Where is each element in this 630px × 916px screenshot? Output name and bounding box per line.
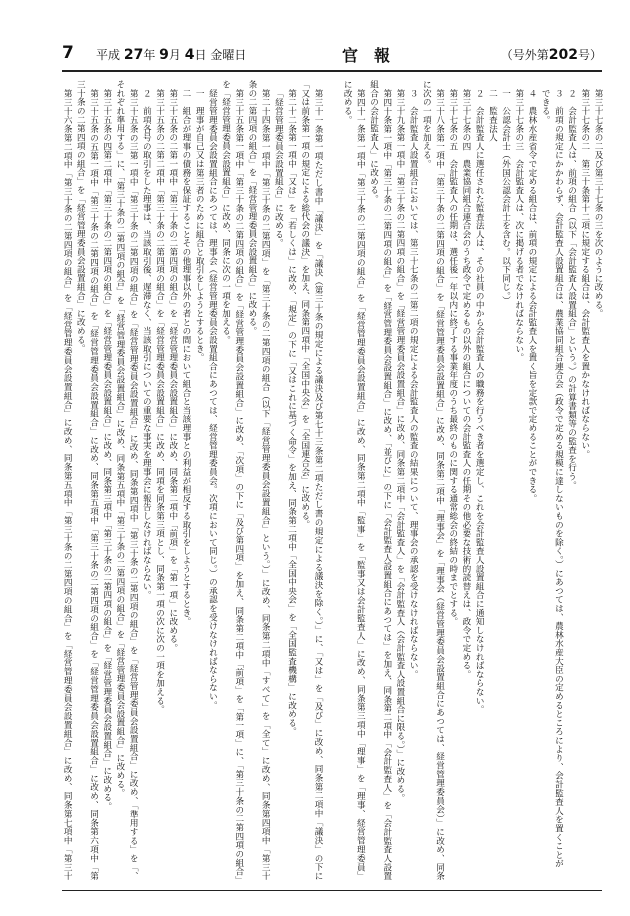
right-text-column [60, 80, 324, 880]
left-column-paragraph: ２ 会計監査人は、前項の組合（以下「会計監査人設置組合」という。）の計算書類等の監査を行う。 [566, 88, 577, 490]
left-column-paragraph: 第三十八条第一項中「第三十条の二第四項の組合」を「経営管理委員会設置組合」に改め、同条第二項中「理事会」を「理事会（経営管理委員会設置組合にあつては、経営管理委員会）」に改め、同条に次の一項を加える。 [421, 80, 445, 880]
date-year-unit: 年 [143, 48, 156, 62]
left-column-paragraph: 第四十一条第一項中「第三十条の二第四項の組合」を「経営管理委員会設置組合」に改め、同条第二項中「監事」を「監事又は会計監査人」に改め、同条第三項中「理事」を「理事、経営管理委員」に改める。 [342, 80, 366, 880]
left-column-paragraph: 第三十七条の二及び第三十七条の三を次のように改める。 [593, 88, 603, 318]
issue-prefix: （号外第 [500, 48, 549, 62]
left-column-paragraph: 一 公認会計士（外国公認会計士を含む。以下同じ。） [500, 88, 511, 305]
right-column-paragraph: 一 理事が自己又は第三者のために組合と取引をしようとするとき。 [194, 88, 205, 362]
right-column-paragraph: 第二十二条第一項中「又は」を「若しくは」に改め、「規定」の下に「又はこれに基づく命令」を加え、同条第二項中「全国中央会」を「全国監査機構」に改める。 [286, 88, 297, 736]
footer-rule [62, 890, 602, 891]
left-column-paragraph: ３ 前項の規定にかかわらず、会計監査人設置組合は、農業協同組合連合会（政令で定める規模に達しないものを除く。）にあつては、農林水産大臣の定めるところにより、会計監査人を置くことが [553, 88, 564, 868]
issue-suffix: 号） [577, 48, 602, 62]
right-column-paragraph: 第三十五条の四第二項中「第三十条の二第四項の組合」を「経営管理委員会設置組合」に改め、同条第三項中「第三十条の二第四項の組合」を「経営管理委員会設置組合」に改める。 [101, 88, 112, 811]
issue-number-value: 202 [548, 47, 578, 63]
right-column-paragraph: 経営管理委員会設置組合にあつては、理事会（経営管理委員会設置組合にあつては、経営管理委員会。次項において同じ。）の承認を受けなければならない。 [207, 88, 218, 710]
right-column-paragraph: ２ 前項各号の取引をした理事は、当該取引後、遅滞なく、当該取引についての重要な事実を理事会に報告しなければならない。 [141, 88, 152, 599]
right-column-paragraph: 二 組合が理事の債務を保証することその他理事以外の者との間において組合と当該理事との利益が相反する取引をしようとするとき。 [180, 88, 191, 626]
right-column-paragraph: 第三十五条の三第一項中「第三十条の二第四項の組合」を「経営管理委員会設置組合」に改め、同条第四項中「第三十条の二第四項の組合」を「経営管理委員会設置組合」に改め、「準用する」を「、それぞれ準用する」に、「第三十条の二第四項の組合」を「経営管理委員会設置組合」に改め、同条第五項中「第三十条の二第四項の組合」を「経営管理委員会設置組合」に改める。 [114, 80, 139, 880]
date-month-unit: 月 [168, 48, 181, 62]
left-column-paragraph: 第三十七条の四 農業協同組合連合会のうち政令で定めるもの以外の組合についての会計監査人の任期その他必要な技術的読替えは、政令で定める。 [460, 88, 471, 679]
date-day-unit: 日 [194, 48, 207, 62]
left-text-column [342, 80, 604, 880]
left-column-paragraph: ３ 会計監査人設置組合においては、第三十七条の二第二項の規定による会計監査人の監査の結果について、理事会の承認を受けなければならない。 [408, 88, 419, 679]
page-number: 7 [62, 43, 74, 63]
date-weekday: 金曜日 [210, 48, 247, 62]
left-column-paragraph: できる。 [540, 88, 551, 124]
header-rule [62, 70, 602, 72]
left-column-paragraph: 二 監査法人 [487, 88, 498, 142]
right-column-paragraph: 第三十五条の五第一項中「第三十条の二第四項の組合」を「経営管理委員会設置組合」に改め、同条第五項中「第三十条の二第四項の組合」を「経営管理委員会設置組合」に改め、同条第六項中「第三十条の二第四項の組合」を「経営管理委員会設置組合」に改める。 [75, 80, 99, 880]
date-year: 27 [123, 47, 144, 63]
right-column-paragraph: 第三十一条第一項ただし書中「議決」を「議決（第三十条の規定による議決及び第七十三条第二項ただし書の規定による議決を除く。）」に、「又は」を「及び」に改め、同条第二項中「議決」の下に「又は前条第一項の規定による総代会の議決」を加え、同条第四項中「全国中央会」を「全国連合会」に改める。 [299, 80, 323, 880]
right-column-paragraph: 「経営管理委員会設置組合」に改める。 [273, 88, 284, 247]
page-header [62, 43, 602, 69]
date-month: 9 [159, 47, 169, 63]
date-era: 平成 [96, 48, 121, 62]
right-column-paragraph: 第三十六条第二項中「第三十条の二第四項の組合」を「経営管理委員会設置組合」に改め、同条第五項中「第三十条の二第四項の組合」を「経営管理委員会設置組合」に改め、同条第七項中「第三十 [62, 88, 73, 880]
right-column-paragraph: 第三十五条の二第一項中「第三十条の二第四項の組合」を「経営管理委員会設置組合」に改め、同条第二項中「前項」を「第一項」に改める。 [167, 88, 178, 652]
left-column-paragraph: ２ 会計監査人に選任された監査法人は、その社員の中から会計監査人の職務を行うべき者を選定し、これを会計監査人設置組合に通知しなければならない。 [474, 88, 485, 714]
right-column-paragraph: 第三十五条の二第二項中「第三十条の二第四項の組合」を「経営管理委員会設置組合」に改め、同項を同条第三項とし、同条第一項の次に次の一項を加える。 [154, 88, 165, 714]
right-column-paragraph: 第三十五条第一項中「第三十条の二第四項の組合」を「経営管理委員会設置組合」に改め、「次項」の下に「及び第四項」を加え、同条第二項中「前項」を「第一項」に、「第三十条の二第四項の組合」を「経営管理委員会設置組合」に改め、同条に次の一項を加える。 [220, 80, 244, 880]
right-column-paragraph: 第二十四条第一項中「第三十条の二第四項」を「第三十条の二第四項の組合（以下「経営管理委員会設置組合」という。）」に改め、同条第二項中「すべて」を「全て」に改め、同条第四項中「第三十条の二第四項の組合」を「経営管理委員会設置組合」に改める。 [246, 80, 271, 880]
left-column-paragraph: 第三十七条の五 会計監査人の任期は、選任後一年以内に終了する事業年度のうち最終のものに関する通常総会の終結の時までとする。 [447, 88, 458, 626]
issue-number [501, 46, 602, 63]
left-column-paragraph: ４ 農林水産省令で定める組合は、前項の規定による会計監査人を置く旨を定款で定めることができる。 [526, 88, 537, 503]
left-column-paragraph: 第四十条第一項中「第三十条の二第四項の組合」を「経営管理委員会設置組合」に改め、「並びに」の下に「会計監査人設置組合にあつては」を加え、同条第二項中「会計監査人」を「会計監査人設置組合の会計監査人」に改める。 [368, 80, 392, 880]
left-column-paragraph: 第三十七条の三 会計監査人は、次に掲げる者でなければならない。 [513, 88, 524, 362]
publication-title: 官報 [342, 46, 407, 65]
left-column-paragraph: 第三十七条の二 第三十条第十二項に規定する組合は、会計監査人を置かなければならない。 [579, 88, 590, 459]
issue-date [96, 46, 246, 63]
date-day: 4 [184, 47, 195, 63]
left-column-paragraph: 第三十九条第一項中「第三十条の二第四項の組合」を「経営管理委員会設置組合」に改め、同条第二項中「会計監査人」を「会計監査人（会計監査人設置組合に限る。）」に改める。 [394, 88, 405, 802]
